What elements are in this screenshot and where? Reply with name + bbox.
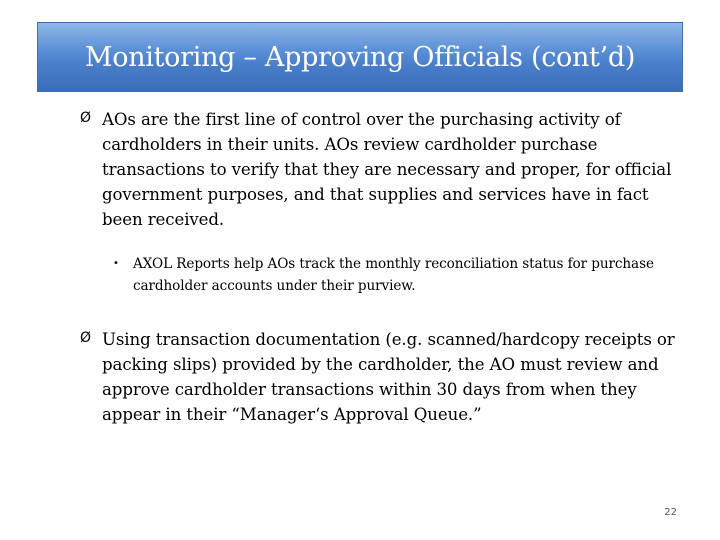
bullet-text-2: Using transaction documentation (e.g. scanned/hardcopy receipts or packing slips) provided by the cardholder, the AO must review and approve cardholder transactions within 30 days from when they appear in their “Manager‘s Approval Queue.” — [102, 330, 675, 424]
sub-bullet-item — [113, 253, 673, 297]
title-bar — [37, 22, 683, 92]
bullet-item-2 — [80, 327, 680, 427]
bullet-text-1: AOs are the first line of control over the purchasing activity of cardholders in their units. AOs review cardholder purchase transactions to verify that they are necessary and proper, for official government purposes, and that supplies and services have in fact been received. — [102, 110, 672, 229]
slide-title: Monitoring – Approving Officials (cont’d) — [84, 41, 636, 73]
dot-bullet-icon: • — [113, 258, 119, 269]
arrow-bullet-icon: Ø — [80, 110, 92, 126]
bullet-item-1 — [80, 107, 680, 232]
sub-bullet-text: AXOL Reports help AOs track the monthly reconciliation status for purchase cardholder accounts under their purview. — [133, 256, 654, 294]
arrow-bullet-icon: Ø — [80, 330, 92, 346]
page-number: 22 — [664, 507, 677, 518]
